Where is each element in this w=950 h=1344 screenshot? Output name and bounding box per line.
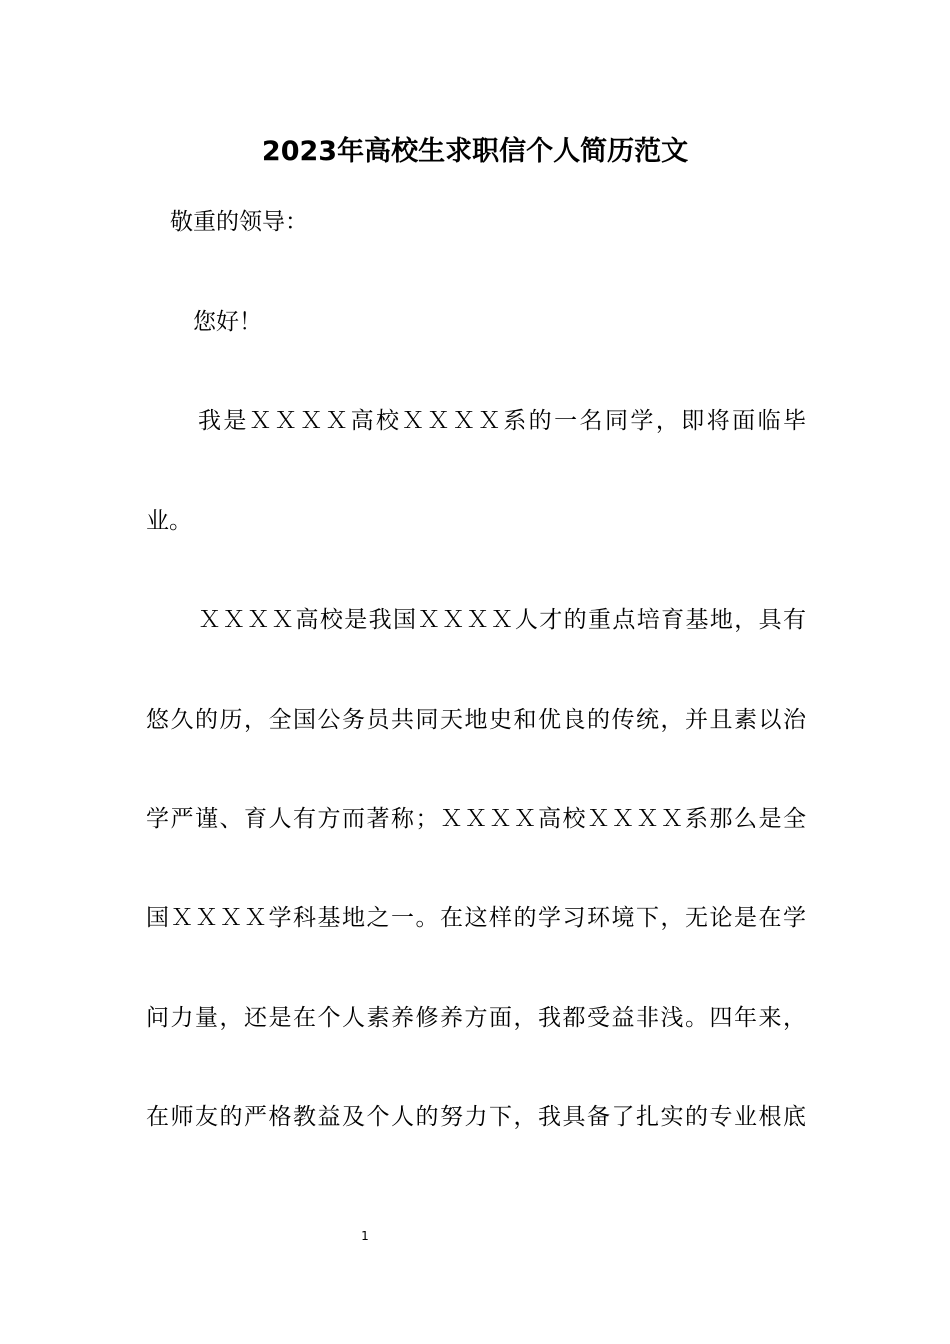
salutation: 敬重的领导： xyxy=(170,209,308,235)
page-number: 1 xyxy=(361,1229,369,1243)
paragraph2-line1: ＸＸＸＸ高校是我国ＸＸＸＸ人才的重点培育基地，具有 xyxy=(198,607,806,633)
paragraph2-line5: 问力量，还是在个人素养修养方面，我都受益非浅。四年来， xyxy=(146,1005,806,1031)
paragraph2-line2: 悠久的历，全国公务员共同天地史和优良的传统，并且素以治 xyxy=(146,707,806,733)
greeting: 您好！ xyxy=(193,309,262,335)
paragraph2-line6: 在师友的严格教益及个人的努力下，我具备了扎实的专业根底 xyxy=(146,1104,806,1130)
paragraph2-line3: 学严谨、育人有方而著称；ＸＸＸＸ高校ＸＸＸＸ系那么是全 xyxy=(146,806,806,832)
paragraph2-line4: 国ＸＸＸＸ学科基地之一。在这样的学习环境下，无论是在学 xyxy=(146,905,806,931)
document-title: 2023年高校生求职信个人简历范文 xyxy=(261,136,689,167)
paragraph1-line1: 我是ＸＸＸＸ高校ＸＸＸＸ系的一名同学，即将面临毕 xyxy=(198,408,806,434)
paragraph1-line2: 业。 xyxy=(146,508,192,534)
